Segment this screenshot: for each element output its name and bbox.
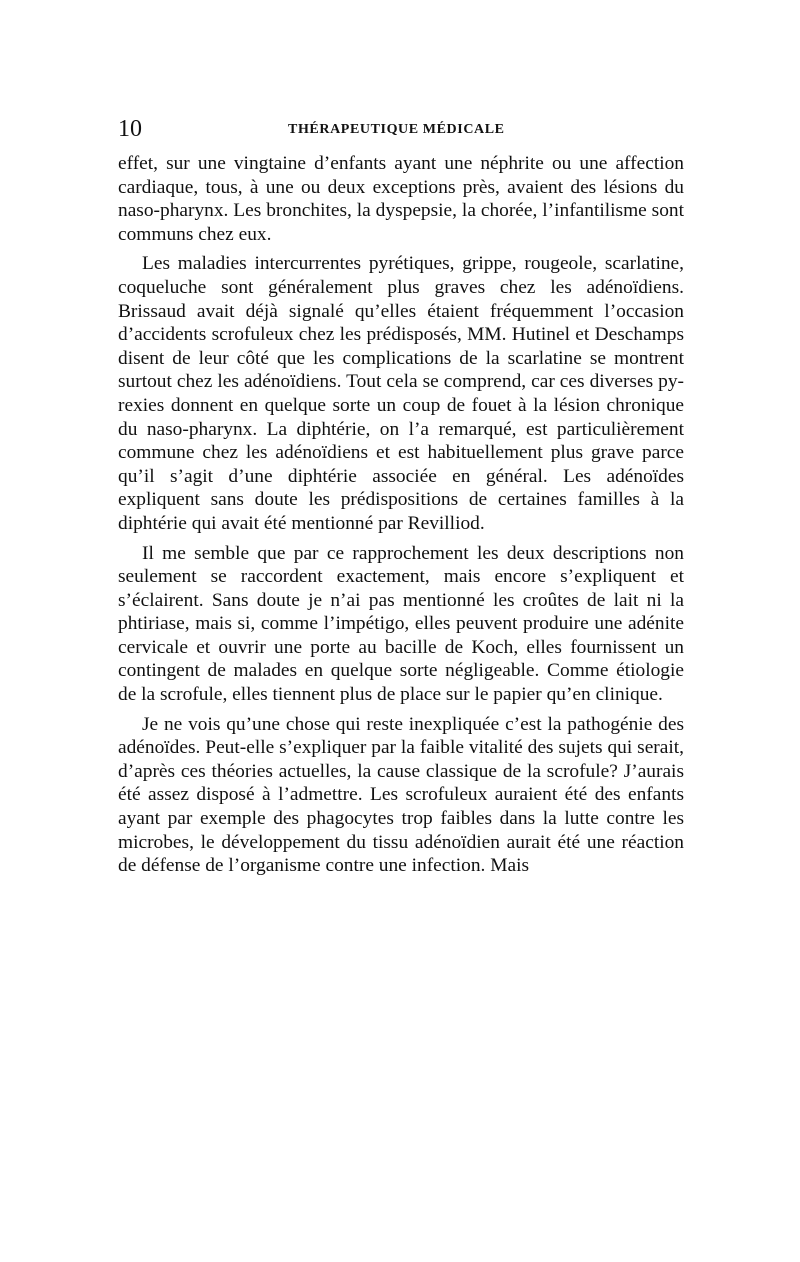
paragraph-4: Je ne vois qu’une chose qui reste inexpliquée c’est la pathogénie des adénoïdes. Peut-elle s’expliquer par la faible vitalité des sujets qui serait, d’après ces théories actuelles, la cause classique de la scrofule? J’aurais été assez disposé à l’admettre. Les scrofuleux auraient été des enfants ayant par exemple des phagocytes trop faibles dans la lutte contre les microbes, le développement du tissu adénoïdien aurait été une réaction de défense de l’organisme contre une infection. Mais xyxy=(118,713,684,877)
body-text xyxy=(118,152,684,878)
page-number: 10 xyxy=(118,116,142,142)
running-title: THÉRAPEUTIQUE MÉDICALE xyxy=(288,122,505,137)
page-header xyxy=(118,116,684,142)
paragraph-3: Il me semble que par ce rapprochement les deux descriptions non seulement se raccordent exactement, mais encore s’expliquent et s’éclairent. Sans doute je n’ai pas mentionné les croûtes de lait ni la phtiriase, mais si, comme l’impétigo, elles peuvent produire une adénite cervicale et ouvrir une porte au bacille de Koch, elles fournissent un contingent de malades en quelque sorte négligeable. Comme étiologie de la scrofule, elles tiennent plus de place sur le papier qu’en clinique. xyxy=(118,542,684,706)
paragraph-1: effet, sur une vingtaine d’enfants ayant une néphrite ou une affection cardiaque, tous, à une ou deux exceptions près, avaient des lésions du naso-pharynx. Les bronchites, la dyspepsie, la chorée, l’infantilisme sont communs chez eux. xyxy=(118,153,684,245)
paragraph-2: Les maladies intercurrentes pyrétiques, grippe, rougeole, scarlatine, coqueluche sont généralement plus graves chez les adénoïdiens. Brissaud avait déjà signalé qu’elles étaient fréquemment l’occasion d’accidents scrofuleux chez les prédisposés, MM. Hutinel et Deschamps disent de leur côté que les complications de la scarlatine se montrent surtout chez les adénoïdiens. Tout cela se comprend, car ces diverses pyrexies donnent en quelque sorte un coup de fouet à la lésion chronique du naso-pharynx. La diphtérie, on l’a remarqué, est particulièrement commune chez les adénoïdiens et est habituellement plus grave parce qu’il s’agit d’une diphtérie associée en général. Les adénoïdes expliquent sans doute les prédispositions de certaines familles à la diphtérie qui avait été mentionné par Revilliod. xyxy=(118,253,684,534)
